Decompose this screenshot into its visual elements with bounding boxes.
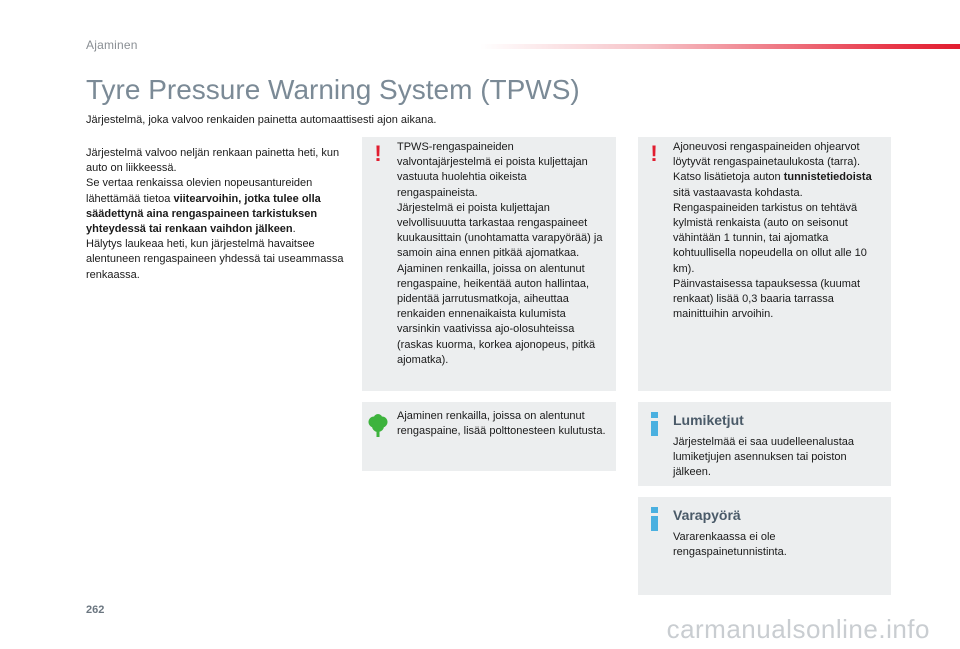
pressure-text-2: Rengaspaineiden tarkistus on tehtävä kylmistä renkaista (auto on seisonut vähintään 1 tunnin, tai ajomatka kohtuullisella nopeudella on ollut alle 10 km). xyxy=(673,201,867,275)
section-label: Ajaminen xyxy=(86,38,138,52)
description-paragraph-3: Hälytys laukeaa heti, kun järjestelmä havaitsee alentuneen rengaspaineen yhdessä tai useammassa renkaassa. xyxy=(86,238,344,281)
pressure-text-end: sitä vastaavasta kohdasta. xyxy=(673,186,803,199)
page-title: Tyre Pressure Warning System (TPWS) xyxy=(86,74,580,105)
header-accent-bar xyxy=(480,44,960,49)
description-emphasis: viitearvoihin, jotka tulee olla säädettynä aina rengaspaineen tarkistuksen yhteydessä tai renkaan vaihdon jälkeen xyxy=(86,192,321,236)
eco-text: Ajaminen renkailla, joissa on alentunut rengaspaine, lisää polttonesteen kulutusta. xyxy=(397,410,606,438)
warning-box-pressure-values xyxy=(638,137,891,391)
pressure-text-3: Päinvastaisessa tapauksessa (kuumat renkaat) lisää 0,3 baaria tarrassa mainittuihin arvoihin. xyxy=(673,277,861,321)
snow-chains-text: Järjestelmää ei saa uudelleenalustaa lumiketjujen asennuksen tai poiston jälkeen. xyxy=(673,436,855,479)
warning-text-2: Järjestelmä ei poista kuljettajan velvollisuuutta tarkastaa rengaspaineet kuukausittain (unohtamatta varapyörää) ja samoin aina ennen pitkää ajomatkaa. xyxy=(397,201,603,260)
info-box-snow-chains xyxy=(638,402,891,486)
info-icon xyxy=(650,412,660,436)
eco-box xyxy=(362,402,616,471)
description-text: Se vertaa renkaissa olevien nopeusantureiden lähettämää tietoa xyxy=(86,177,313,205)
eco-tree-icon xyxy=(368,414,388,438)
info-box-spare-wheel xyxy=(638,497,891,595)
intro-text: Järjestelmä, joka valvoo renkaiden painetta automaattisesti ajon aikana. xyxy=(86,114,437,126)
page-number: 262 xyxy=(86,604,105,616)
pressure-text-1 xyxy=(673,140,885,201)
pressure-emphasis: tunnistetiedoista xyxy=(783,171,872,184)
warning-text-1: TPWS-rengaspaineiden valvontajärjestelmä ei poista kuljettajan vastuuta huolehtia oikeista rengaspaineista. xyxy=(397,141,588,199)
warning-text-3: Ajaminen renkailla, joissa on alentunut rengaspaine, heikentää auton hallintaa, pidentää jarrutusmatkoja, aiheuttaa renkaiden ennenaikaista kulumista varsinkin vaativissa ajo-olosuhteissa (raskas kuorma, korkea ajonopeus, pitkä ajomatka). xyxy=(397,262,596,366)
spare-wheel-title: Varapyörä xyxy=(673,507,741,523)
main-description xyxy=(86,146,348,283)
description-paragraph-2 xyxy=(86,176,348,237)
pressure-text: Ajoneuvosi rengaspaineiden ohjearvot löytyvät rengaspainetaulukosta (tarra). Katso lisätietoja auton xyxy=(673,141,861,184)
description-text-end: . xyxy=(292,223,296,236)
info-icon xyxy=(650,507,660,531)
snow-chains-title: Lumiketjut xyxy=(673,412,744,428)
warning-box-tpws-responsibility xyxy=(362,137,616,391)
description-paragraph-1: Järjestelmä valvoo neljän renkaan painetta heti, kun auto on liikkeessä. xyxy=(86,147,340,175)
warning-exclamation-icon: ! xyxy=(650,141,658,166)
warning-exclamation-icon: ! xyxy=(374,141,382,166)
watermark: carmanualsonline.info xyxy=(666,614,930,644)
spare-wheel-text: Vararenkaassa ei ole rengaspainetunnistinta. xyxy=(673,531,787,559)
